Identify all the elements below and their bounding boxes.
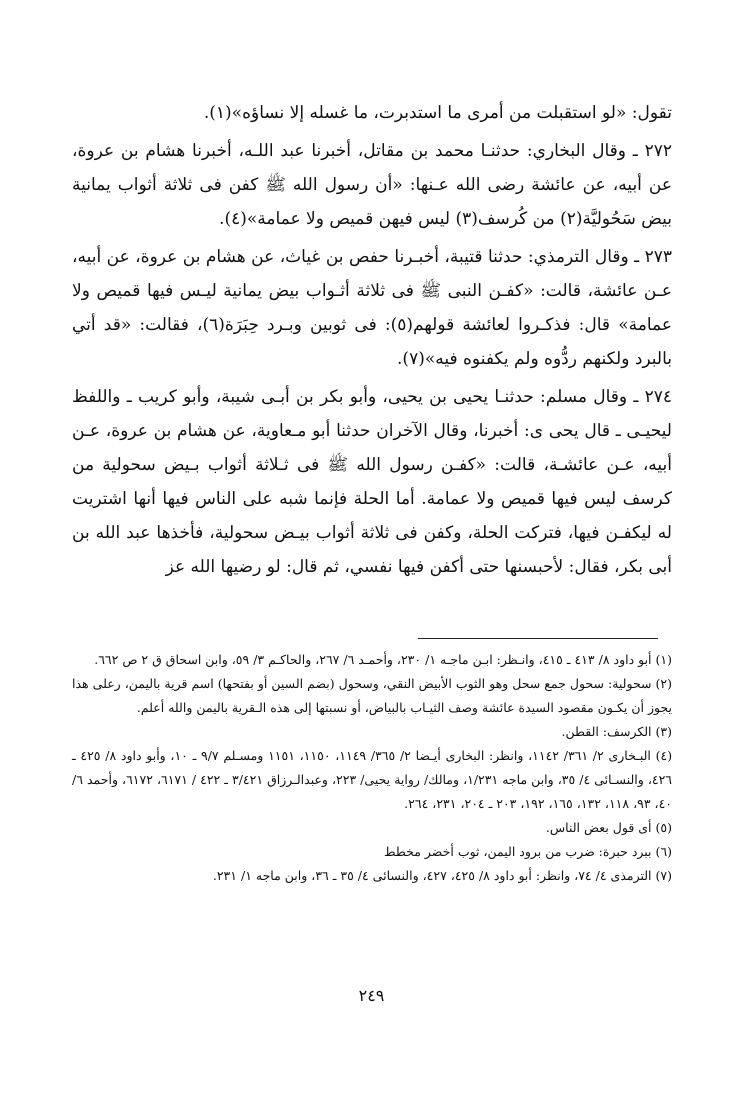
- footnote-divider: [418, 638, 658, 639]
- main-text: [72, 96, 672, 588]
- paragraph-intro-quote: تقول: «لو استقبلت من أمرى ما استدبرت، ما غسله إلا نساؤه»(١).: [203, 103, 672, 123]
- footnote-2: (٢) سحولية: سحول جمع سحل وهو الثوب الأبيض النقي، وسحول (بضم السين أو بفتحها) اسم قرية باليمن، رعلى هذا يجوز أن يكـون مقصود السيدة عائشة وصف الثيـاب بالبياض، أو نسبتها إلى هذه الـقرية باليمن والله أعلم.: [72, 676, 672, 715]
- footnote-6: (٦) ببرد حبرة: ضرب من برود اليمن، ثوب أخضر مخطط: [384, 844, 672, 859]
- footnote-4: (٤) البـخارى ٢/ ٣٦١/ ١١٤٢، وانظر: البخارى أيـضا ٢/ ٣٦٥/ ١١٤٩، ١١٥٠، ١١٥١ ومسـلم ٩/٧ ـ ١٠، وأبو داود ٨/ ٤٢٥ ـ ٤٢٦، والنسـائى ٤/ ٣٥، وابن ماجه ١/٢٣١، ومالك/ رواية يحيى/ ٢٢٣، وعبدالـرزاق ٣/٤٢١ ـ ٤٢٢ / ٦١٧١، ٦١٧٢، وأحمد ٦/ ٤٠، ٩٣، ١١٨، ١٣٢، ١٦٥، ١٩٢، ٢٠٣ ـ ٢٠٤، ٢٣١، ٢٦٤.: [72, 748, 673, 811]
- footnote-3: (٣) الكرسف: القطن.: [561, 724, 672, 739]
- footnote-1: (١) أبو داود ٨/ ٤١٣ ـ ٤١٥، وانـظر: ابـن ماجـه ١/ ٢٣٠، وأحمـد ٦/ ٢٦٧، والحاكـم ٣/ ٥٩، وابن اسحاق ق ٢ ص ٦٦٢.: [94, 652, 672, 667]
- paragraph-hadith-273: ٢٧٣ ـ وقال الترمذي: حدثنا قتيبة، أخبـرنا حفص بن غياث، عن هشام بن عروة، عن أبيه، عـن عائشة، قالت: «كفـن النبى ﷺ فى ثلاثة أثـواب بيض يمانية ليـس فيها قميص ولا عمامة» قال: فذكـروا لعائشة قولهم(٥): فى ثوبين وبـرد حِبَرَة(٦)، فقالت: «قد أتي بالبرد ولكنهم ردُّوه ولم يكفنوه فيه»(٧).: [72, 247, 672, 369]
- page-number: ٢٤٩: [358, 986, 385, 1005]
- footnote-7: (٧) الترمذى ٤/ ٧٤، وانظر: أبو داود ٨/ ٤٢٥، ٤٢٧، والنسائى ٤/ ٣٥ ـ ٣٦، وابن ماجه ١/ ٢٣١.: [212, 868, 672, 883]
- footnotes: [72, 648, 672, 888]
- paragraph-hadith-272: ٢٧٢ ـ وقال البخاري: حدثنـا محمد بن مقاتل، أخبرنا عبد اللـه، أخبرنا هشام بن عروة، عن أبيه، عن عائشة رضى الله عـنها: «أن رسول الله ﷺ كفن فى ثلاثة أثواب يمانية بيض سَحُوليَّة(٢) من كُرسف(٣) ليس فيهن قميص ولا عمامة»(٤).: [72, 141, 672, 229]
- paragraph-hadith-274: ٢٧٤ ـ وقال مسلم: حدثنـا يحيى بن يحيى، وأبو بكر بن أبـى شيبة، وأبو كريب ـ واللفظ ليحيـى ـ قال يحى ى: أخبرنا، وقال الآخران حدثنا أبو مـعاوية، عن هشام بن عروة، عـن أبيه، عـن عائشـة، قالت: «كفـن رسول الله ﷺ فى ثـلاثة أثواب بـيض سحولية من كرسف ليس فيها قميص ولا عمامة. أما الحلة فإنما شبه على الناس فيها أنها اشتريت له ليكفـن فيها، فتركت الحلة، وكفن فى ثلاثة أثواب بيـض سحولية، فأخذها عبد الله بن أبى بكر، فقال: لأحبسنها حتى أكفن فيها نفسي، ثم قال: لو رضيها الله عز: [72, 387, 672, 577]
- footnote-5: (٥) أى قول بعض الناس.: [545, 820, 672, 835]
